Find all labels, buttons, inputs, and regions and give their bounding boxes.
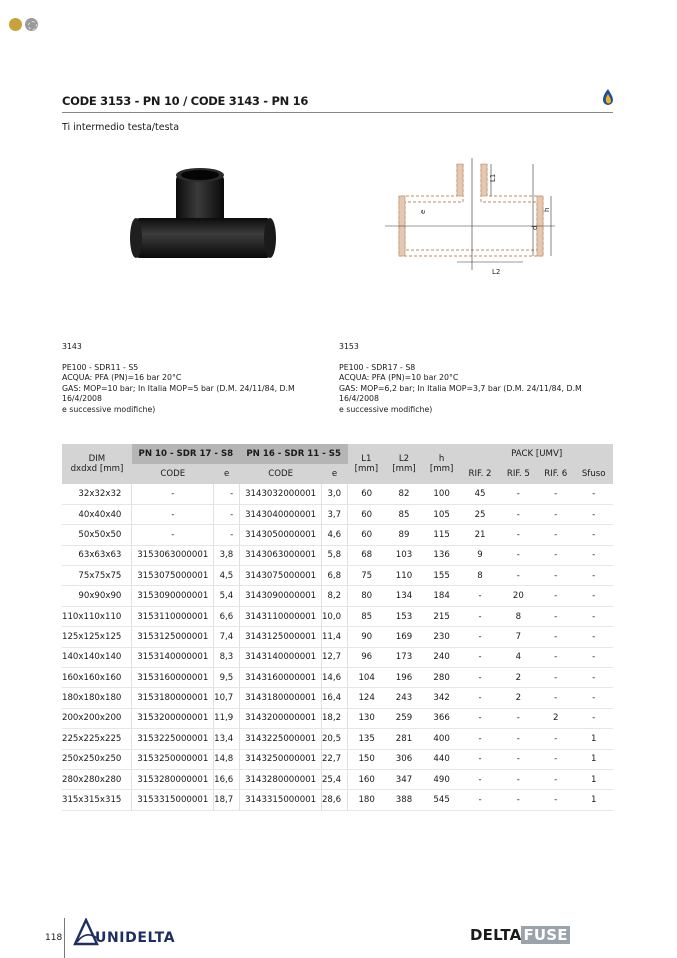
table-cell: -: [574, 484, 613, 504]
table-cell: 10,0: [321, 606, 347, 626]
table-cell: 230: [423, 627, 461, 647]
table-cell: 3,7: [321, 504, 347, 524]
table-cell: 2: [500, 668, 537, 688]
table-cell: 85: [385, 504, 423, 524]
table-cell: 80: [348, 586, 386, 606]
table-cell: -: [574, 504, 613, 524]
table-cell: 140x140x140: [62, 647, 132, 667]
table-cell: 3143125000001: [240, 627, 322, 647]
table-cell: 8: [500, 606, 537, 626]
table-cell: -: [537, 647, 574, 667]
table-cell: 28,6: [321, 790, 347, 810]
table-cell: 12,7: [321, 647, 347, 667]
table-cell: 315x315x315: [62, 790, 132, 810]
table-cell: -: [537, 586, 574, 606]
l2-label: L2: [492, 268, 501, 276]
l2-header: L2 [mm]: [385, 444, 423, 484]
table-cell: 18,2: [321, 708, 347, 728]
table-cell: 490: [423, 769, 461, 789]
table-cell: -: [537, 668, 574, 688]
table-cell: 3143040000001: [240, 504, 322, 524]
page-title: CODE 3153 - PN 10 / CODE 3143 - PN 16: [62, 94, 309, 108]
table-cell: 6,8: [321, 566, 347, 586]
spec-line: PE100 - SDR17 - S8: [339, 362, 416, 372]
rif6-header: RIF. 6: [537, 464, 574, 484]
table-cell: 115: [423, 525, 461, 545]
table-cell: 243: [385, 688, 423, 708]
gold-dot-icon: [9, 18, 22, 31]
table-cell: 75: [348, 566, 386, 586]
table-cell: 8,3: [214, 647, 240, 667]
table-cell: 3143140000001: [240, 647, 322, 667]
table-cell: 1: [574, 749, 613, 769]
table-cell: -: [460, 749, 499, 769]
table-cell: 60: [348, 525, 386, 545]
d-label: d: [531, 225, 539, 230]
table-cell: 63x63x63: [62, 545, 132, 565]
table-cell: 110: [385, 566, 423, 586]
table-row: [62, 729, 613, 749]
table-cell: 180: [348, 790, 386, 810]
table-cell: 5,8: [321, 545, 347, 565]
table-cell: 440: [423, 749, 461, 769]
table-cell: 3143225000001: [240, 729, 322, 749]
table-cell: 100: [423, 484, 461, 504]
pn16-header: PN 16 - SDR 11 - S5: [240, 444, 348, 464]
table-cell: -: [214, 504, 240, 524]
table-cell: 22,7: [321, 749, 347, 769]
table-cell: -: [500, 566, 537, 586]
table-row: [62, 504, 613, 524]
footer-divider: [64, 918, 65, 958]
table-cell: 40x40x40: [62, 504, 132, 524]
pack-header: PACK [UMV]: [460, 444, 613, 464]
table-cell: 125x125x125: [62, 627, 132, 647]
table-cell: 10,7: [214, 688, 240, 708]
table-cell: 1: [574, 790, 613, 810]
table-cell: -: [500, 769, 537, 789]
table-cell: 155: [423, 566, 461, 586]
table-cell: -: [537, 688, 574, 708]
table-cell: 3153125000001: [132, 627, 214, 647]
table-cell: 2: [537, 708, 574, 728]
table-cell: 6,6: [214, 606, 240, 626]
table-cell: 3143063000001: [240, 545, 322, 565]
table-cell: -: [460, 688, 499, 708]
table-cell: 196: [385, 668, 423, 688]
table-cell: -: [574, 708, 613, 728]
table-row: [62, 647, 613, 667]
table-cell: 3153110000001: [132, 606, 214, 626]
e-label: e: [419, 209, 427, 214]
table-row: [62, 769, 613, 789]
table-cell: 3143160000001: [240, 668, 322, 688]
table-cell: 96: [348, 647, 386, 667]
table-cell: 3153200000001: [132, 708, 214, 728]
table-cell: -: [537, 769, 574, 789]
table-cell: -: [500, 708, 537, 728]
table-cell: 1: [574, 729, 613, 749]
table-row: [62, 627, 613, 647]
table-cell: 90x90x90: [62, 586, 132, 606]
table-cell: -: [537, 606, 574, 626]
l1-label: L1: [489, 173, 497, 182]
e-header: e: [321, 464, 347, 484]
table-cell: -: [214, 525, 240, 545]
table-cell: 280: [423, 668, 461, 688]
table-cell: 14,8: [214, 749, 240, 769]
table-cell: 50x50x50: [62, 525, 132, 545]
unidelta-wordmark: UNIDELTA: [95, 930, 176, 946]
table-cell: 20,5: [321, 729, 347, 749]
table-cell: 103: [385, 545, 423, 565]
table-row: [62, 566, 613, 586]
table-cell: -: [500, 749, 537, 769]
table-cell: 134: [385, 586, 423, 606]
table-cell: 366: [423, 708, 461, 728]
table-cell: 388: [385, 790, 423, 810]
table-cell: 3153180000001: [132, 688, 214, 708]
table-cell: 14,6: [321, 668, 347, 688]
spec-code: 3143: [62, 342, 82, 351]
sfuso-header: Sfuso: [574, 464, 613, 484]
table-cell: 4: [500, 647, 537, 667]
table-cell: -: [500, 790, 537, 810]
table-cell: 400: [423, 729, 461, 749]
table-cell: 153: [385, 606, 423, 626]
table-cell: 3153225000001: [132, 729, 214, 749]
grey-dot-icon: [25, 18, 38, 31]
table-cell: -: [537, 729, 574, 749]
table-row: [62, 688, 613, 708]
spec-line: GAS: MOP=6,2 bar; In Italia MOP=3,7 bar (D.M. 24/11/84, D.M 16/4/2008: [339, 383, 582, 403]
table-cell: -: [574, 545, 613, 565]
table-cell: 3153140000001: [132, 647, 214, 667]
table-cell: -: [500, 484, 537, 504]
table-cell: -: [460, 627, 499, 647]
table-cell: 160: [348, 769, 386, 789]
spec-line: GAS: MOP=10 bar; In Italia MOP=5 bar (D.M. 24/11/84, D.M 16/4/2008: [62, 383, 295, 403]
table-row: [62, 586, 613, 606]
table-cell: 3143050000001: [240, 525, 322, 545]
table-cell: -: [574, 525, 613, 545]
table-cell: 2: [500, 688, 537, 708]
table-cell: 347: [385, 769, 423, 789]
table-cell: 3153250000001: [132, 749, 214, 769]
table-cell: 3153280000001: [132, 769, 214, 789]
rif5-header: RIF. 5: [500, 464, 537, 484]
flame-drop-icon: [601, 88, 615, 106]
table-cell: 3,0: [321, 484, 347, 504]
table-cell: -: [500, 545, 537, 565]
table-cell: 3143032000001: [240, 484, 322, 504]
page-number: 118: [45, 933, 63, 943]
table-cell: 25: [460, 504, 499, 524]
table-cell: 4,6: [321, 525, 347, 545]
table-cell: 75x75x75: [62, 566, 132, 586]
table-cell: -: [132, 504, 214, 524]
table-cell: 136: [423, 545, 461, 565]
table-row: [62, 790, 613, 810]
table-cell: 85: [348, 606, 386, 626]
table-cell: 200x200x200: [62, 708, 132, 728]
table-cell: -: [460, 586, 499, 606]
table-cell: 90: [348, 627, 386, 647]
table-cell: -: [460, 606, 499, 626]
table-cell: 3143075000001: [240, 566, 322, 586]
table-cell: -: [460, 708, 499, 728]
table-cell: 3143280000001: [240, 769, 322, 789]
table-cell: 8: [460, 566, 499, 586]
table-row: [62, 749, 613, 769]
table-cell: 169: [385, 627, 423, 647]
table-cell: -: [500, 729, 537, 749]
table-cell: -: [537, 545, 574, 565]
table-cell: -: [214, 484, 240, 504]
table-cell: -: [500, 504, 537, 524]
table-cell: -: [574, 606, 613, 626]
table-cell: 110x110x110: [62, 606, 132, 626]
table-cell: 21: [460, 525, 499, 545]
table-cell: -: [460, 729, 499, 749]
table-cell: 3153315000001: [132, 790, 214, 810]
table-cell: -: [537, 790, 574, 810]
table-cell: 130: [348, 708, 386, 728]
table-cell: 7,4: [214, 627, 240, 647]
table-cell: 104: [348, 668, 386, 688]
table-cell: 11,9: [214, 708, 240, 728]
code-header: CODE: [240, 464, 322, 484]
table-cell: 4,5: [214, 566, 240, 586]
table-cell: -: [537, 566, 574, 586]
table-row: [62, 525, 613, 545]
table-cell: 280x280x280: [62, 769, 132, 789]
table-row: [62, 668, 613, 688]
table-cell: 184: [423, 586, 461, 606]
table-cell: -: [574, 586, 613, 606]
table-cell: 173: [385, 647, 423, 667]
spec-line: ACQUA: PFA (PN)=16 bar 20°C: [62, 373, 182, 382]
h-label: h: [543, 207, 551, 212]
table-row: [62, 484, 613, 504]
table-cell: 3143315000001: [240, 790, 322, 810]
table-cell: 306: [385, 749, 423, 769]
table-cell: 82: [385, 484, 423, 504]
table-cell: 32x32x32: [62, 484, 132, 504]
table-cell: 281: [385, 729, 423, 749]
tee-technical-drawing: [385, 158, 555, 278]
table-row: [62, 606, 613, 626]
table-cell: -: [537, 749, 574, 769]
h-header: h [mm]: [423, 444, 461, 484]
table-cell: 68: [348, 545, 386, 565]
table-cell: 3153090000001: [132, 586, 214, 606]
table-cell: 259: [385, 708, 423, 728]
table-cell: -: [132, 484, 214, 504]
spec-line: PE100 - SDR11 - S5: [62, 362, 139, 372]
table-cell: 3143180000001: [240, 688, 322, 708]
table-cell: 16,4: [321, 688, 347, 708]
table-cell: -: [460, 769, 499, 789]
table-cell: 5,4: [214, 586, 240, 606]
table-cell: 124: [348, 688, 386, 708]
table-cell: 150: [348, 749, 386, 769]
deltafuse-word-b: FUSE: [523, 926, 568, 944]
table-cell: -: [537, 504, 574, 524]
table-cell: -: [537, 525, 574, 545]
table-cell: 45: [460, 484, 499, 504]
table-cell: 20: [500, 586, 537, 606]
table-cell: 180x180x180: [62, 688, 132, 708]
table-cell: -: [574, 647, 613, 667]
table-cell: 16,6: [214, 769, 240, 789]
l1-header: L1 [mm]: [348, 444, 386, 484]
table-cell: 18,7: [214, 790, 240, 810]
table-cell: 89: [385, 525, 423, 545]
table-cell: 60: [348, 504, 386, 524]
table-cell: -: [500, 525, 537, 545]
deltafuse-word-a: DELTA: [470, 926, 522, 944]
table-cell: -: [574, 668, 613, 688]
table-cell: 3153075000001: [132, 566, 214, 586]
table-row: [62, 708, 613, 728]
dim-header: DIM dxdxd [mm]: [62, 444, 132, 484]
deltafuse-logo: [470, 926, 570, 944]
product-subtitle: Ti intermedio testa/testa: [62, 122, 180, 133]
table-cell: 160x160x160: [62, 668, 132, 688]
table-cell: 3143090000001: [240, 586, 322, 606]
table-cell: 9: [460, 545, 499, 565]
table-cell: -: [460, 647, 499, 667]
table-cell: -: [537, 484, 574, 504]
table-cell: 3153063000001: [132, 545, 214, 565]
table-cell: 225x225x225: [62, 729, 132, 749]
table-cell: -: [460, 790, 499, 810]
table-cell: 9,5: [214, 668, 240, 688]
table-cell: 215: [423, 606, 461, 626]
table-cell: 240: [423, 647, 461, 667]
table-cell: -: [574, 566, 613, 586]
table-cell: 3143110000001: [240, 606, 322, 626]
code-header: CODE: [132, 464, 214, 484]
table-cell: 11,4: [321, 627, 347, 647]
pn10-header: PN 10 - SDR 17 - S8: [132, 444, 240, 464]
table-cell: -: [537, 627, 574, 647]
spec-line: ACQUA: PFA (PN)=10 bar 20°C: [339, 373, 459, 382]
table-cell: 250x250x250: [62, 749, 132, 769]
spec-code: 3153: [339, 342, 359, 351]
table-cell: 13,4: [214, 729, 240, 749]
title-rule: [62, 112, 613, 113]
table-cell: -: [460, 668, 499, 688]
table-cell: -: [132, 525, 214, 545]
table-cell: 3,8: [214, 545, 240, 565]
table-cell: 25,4: [321, 769, 347, 789]
table-cell: 3143250000001: [240, 749, 322, 769]
spec-block-3143: [62, 342, 337, 415]
table-cell: 3153160000001: [132, 668, 214, 688]
e-header: e: [214, 464, 240, 484]
spec-line: e successive modifiche): [62, 404, 156, 414]
dimensions-table: [62, 444, 613, 811]
table-row: [62, 545, 613, 565]
spec-line: e successive modifiche): [339, 404, 433, 414]
table-cell: 135: [348, 729, 386, 749]
table-cell: 342: [423, 688, 461, 708]
table-cell: 105: [423, 504, 461, 524]
spec-block-3153: [339, 342, 614, 415]
tee-product-photo: [128, 160, 278, 270]
table-cell: 545: [423, 790, 461, 810]
table-cell: -: [574, 627, 613, 647]
table-cell: 3143200000001: [240, 708, 322, 728]
rif2-header: RIF. 2: [460, 464, 499, 484]
table-cell: 60: [348, 484, 386, 504]
table-cell: 7: [500, 627, 537, 647]
table-cell: 1: [574, 769, 613, 789]
table-cell: 8,2: [321, 586, 347, 606]
table-cell: -: [574, 688, 613, 708]
